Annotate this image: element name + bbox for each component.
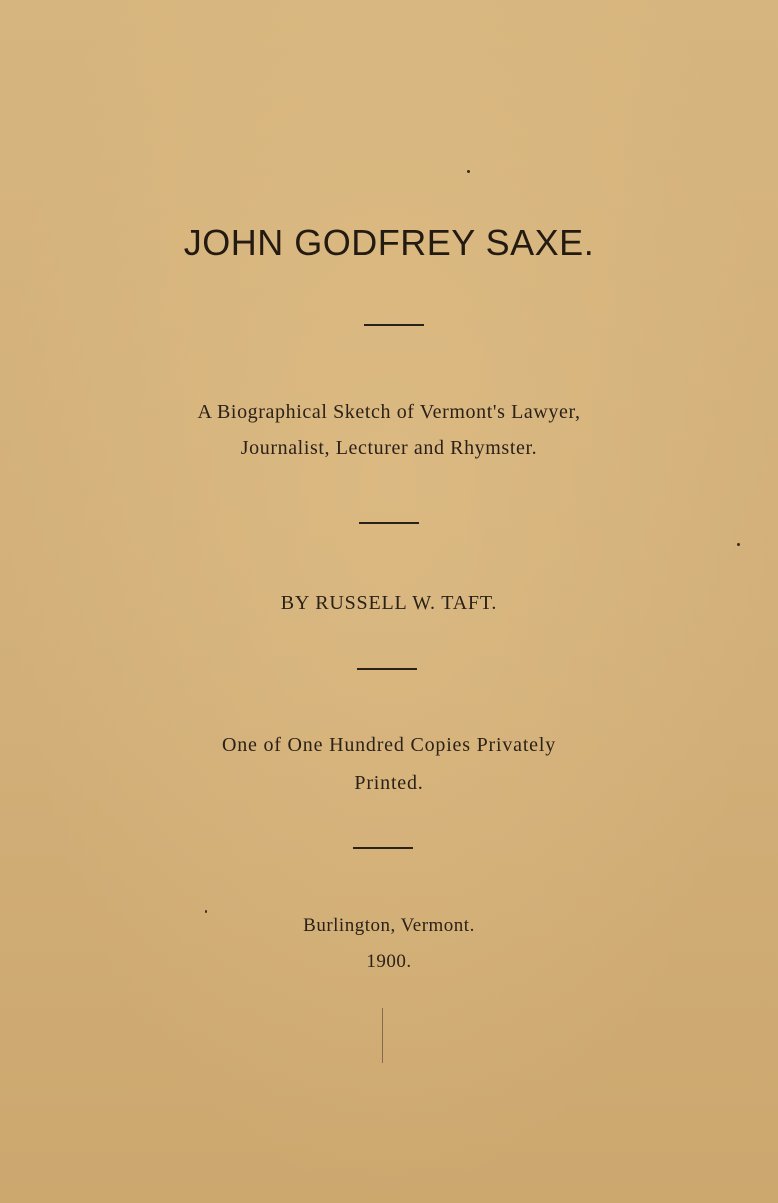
book-title: JOHN GODFREY SAXE. [183,222,595,263]
divider-rule [359,522,419,524]
author-line: BY RUSSELL W. TAFT. [280,592,498,614]
imprint-block [0,908,778,980]
divider-rule [357,668,417,670]
subtitle-line-1: A Biographical Sketch of Vermont's Lawyer, [197,401,581,423]
edition-line-2: Printed. [354,772,424,794]
divider-rule [364,324,424,326]
edition-line-1: One of One Hundred Copies Privately [221,734,557,756]
subtitle-block [0,394,778,466]
subtitle-line-2: Journalist, Lecturer and Rhymster. [240,437,538,459]
pencil-mark [382,1008,383,1063]
ink-speck [737,543,740,546]
ink-speck [467,170,470,173]
imprint-year: 1900. [366,951,412,972]
divider-rule [353,847,413,849]
edition-note [0,726,778,802]
imprint-place: Burlington, Vermont. [303,915,475,936]
